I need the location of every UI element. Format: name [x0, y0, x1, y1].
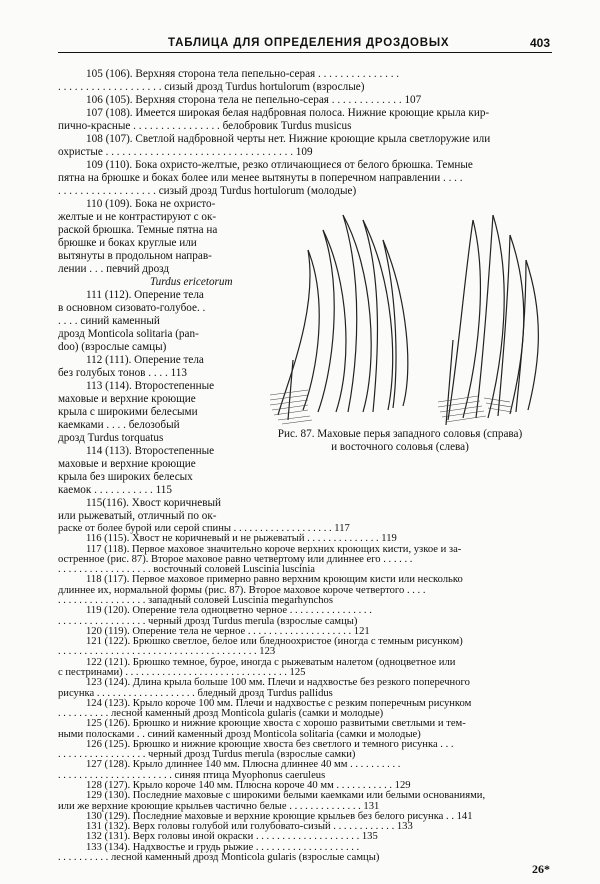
key-line: или же верхние кроющие крыльев частично белые . . . . . . . . . . . . . . 131: [58, 801, 380, 812]
page-number: 403: [529, 36, 550, 50]
key-line: 109 (110). Бока охристо-желтые, резко отличающиеся от белого брюшка. Темные: [86, 159, 473, 171]
key-line: пятна на брюшке и боках более или менее вытянуты в поперечном направлении . . . .: [58, 172, 463, 184]
key-line: 124 (123). Крыло короче 100 мм. Плечи и надхвостье с резким поперечным рисунком: [86, 698, 472, 709]
key-line: 110 (109). Бока не охристо-: [86, 198, 216, 210]
key-line: раской брюшка. Темные пятна на: [58, 224, 218, 236]
key-line: раске от более бурой или серой спины . . . . . . . . . . . . . . . . . . . 117: [58, 523, 350, 534]
key-line: 111 (112). Оперение тела: [86, 289, 204, 301]
key-line: 112 (111). Оперение тела: [86, 354, 204, 366]
key-line: желтые и не контрастируют с ок-: [58, 211, 217, 223]
key-line: . . . . . . . . . . . . . . . . . . сизый дрозд Turdus hortulorum (молодые): [58, 185, 357, 197]
key-line: doo) (взрослые самцы): [58, 341, 167, 353]
key-line: 128 (127). Крыло короче 140 мм. Плюсна короче 40 мм . . . . . . . . . . . 129: [86, 780, 411, 791]
key-line: охристые . . . . . . . . . . . . . . . . . . . . . . . . . . . . . . . . . . 109: [58, 146, 313, 158]
key-line: 132 (131). Верх головы иной окраски . . . . . . . . . . . . . . . . . . . . 135: [86, 831, 378, 842]
key-line: 126 (125). Брюшко и нижние кроющие хвоста без светлого и темного рисунка . . .: [86, 739, 454, 750]
key-line: пично-красные . . . . . . . . . . . . . . . . белобровик Turdus musicus: [58, 120, 352, 132]
key-line: брюшке и боках круглые или: [58, 237, 197, 249]
key-line: . . . . . . . . . . . . . . . . . . . сизый дрозд Turdus hortulorum (взрослые): [58, 81, 365, 93]
page-header: [58, 32, 552, 53]
key-line: 121 (122). Брюшко светлое, белое или бледноохристое (иногда с темным рисунком): [86, 636, 463, 647]
key-line: вытянуты в продольном направ-: [58, 250, 212, 262]
key-line: 130 (129). Последние маховые и верхние кроющие крыльев без белого рисунка . . 141: [86, 811, 473, 822]
key-line: без голубых тонов . . . . 113: [58, 367, 187, 379]
key-line: 108 (107). Светлой надбровной черты нет. Нижние кроющие крыла светлоружие или: [86, 133, 491, 145]
signature-mark: 26*: [532, 862, 550, 876]
key-line: . . . . . . . . . . . . . . . . . . . . . . синяя птица Myophonus caeruleus: [58, 770, 326, 781]
key-line: лении . . . певчий дрозд: [58, 263, 170, 275]
key-line: 118 (117). Первое маховое примерно равно верхним кроющим кисти или несколько: [86, 574, 463, 585]
key-line: маховые и верхние кроющие: [58, 458, 196, 470]
key-line: . . . . синий каменный: [58, 315, 160, 327]
key-line: . . . . . . . . . . лесной каменный дрозд Monticola gularis (взрослые самцы): [58, 852, 380, 863]
key-line: каемками . . . . белозобый: [58, 419, 180, 431]
key-line: рисунка . . . . . . . . . . . . . . . . . . . бледный дрозд Turdus pallidus: [58, 688, 333, 699]
key-line: каемок . . . . . . . . . . . 115: [58, 484, 172, 496]
key-line: маховые и верхние кроющие: [58, 393, 196, 405]
key-line: ными полосками . . синий каменный дрозд Monticola solitaria (самки и молодые): [58, 729, 421, 740]
running-title: ТАБЛИЦА ДЛЯ ОПРЕДЕЛЕНИЯ ДРОЗДОВЫХ: [168, 37, 450, 49]
key-line: 115(116). Хвост коричневый: [86, 497, 221, 509]
key-line: крыла без широких белесых: [58, 471, 193, 483]
key-line: 113 (114). Второстепенные: [86, 380, 215, 392]
figure-caption: [244, 428, 556, 454]
key-line: . . . . . . . . . . . . . . . . . черный дрозд Turdus merula (взрослые самки): [58, 749, 356, 760]
key-line: 127 (128). Крыло длиннее 140 мм. Плюсна длиннее 40 мм . . . . . . . . . .: [86, 759, 401, 770]
key-line: с пестринами) . . . . . . . . . . . . . . . . . . . . . . . . . . . . . . . 125: [58, 667, 306, 678]
key-line: . . . . . . . . . . . . . . . . . западный соловей Luscinia megarhynchos: [58, 595, 333, 606]
key-line: или рыжеватый, отличный по ок-: [58, 510, 217, 522]
key-line: 129 (130). Последние маховые с широкими белыми каемками или белыми основаниями,: [86, 790, 486, 801]
key-line: 120 (119). Оперение тела не черное . . . . . . . . . . . . . . . . . . . . 121: [86, 626, 370, 637]
feathers-figure: [248, 190, 552, 434]
key-line: 114 (113). Второстепенные: [86, 445, 215, 457]
key-line: 119 (120). Оперение тела одноцветно черное . . . . . . . . . . . . . . . .: [86, 605, 372, 616]
key-line: 125 (126). Брюшко и нижние кроющие хвоста с хорошо развитыми светлыми и тем-: [86, 718, 466, 729]
key-line: . . . . . . . . . . . . . . . . . черный дрозд Turdus merula (взрослые самцы): [58, 616, 358, 627]
key-line: 105 (106). Верхняя сторона тела пепельно-серая . . . . . . . . . . . . . . .: [86, 68, 400, 80]
caption-line: и восточного соловья (слева): [331, 441, 469, 453]
key-line: остренное (рис. 87). Второе маховое равно четвертому или длиннее его . . . . . .: [58, 554, 413, 565]
key-line: 122 (121). Брюшко темное, бурое, иногда с рыжеватым налетом (одноцветное или: [86, 657, 456, 668]
key-line: дрозд Monticola solitaria (pan-: [58, 328, 199, 340]
key-line: 131 (132). Верх головы голубой или голубовато-сизый . . . . . . . . . . . . 133: [86, 821, 413, 832]
key-line: 106 (105). Верхняя сторона тела не пепельно-серая . . . . . . . . . . . . . 107: [86, 94, 422, 106]
key-line: . . . . . . . . . . . . . . . . . . восточный соловей Luscinia luscinia: [58, 564, 315, 575]
key-line: 117 (118). Первое маховое значительно короче верхних кроющих кисти, узкое и за-: [86, 544, 462, 555]
caption-line: Рис. 87. Маховые перья западного соловья (справа): [277, 428, 523, 440]
key-line: дрозд Turdus torquatus: [58, 432, 164, 444]
key-line: 116 (115). Хвост не коричневый и не рыжеватый . . . . . . . . . . . . . . 119: [86, 533, 397, 544]
key-line: Turdus ericetorum: [150, 276, 233, 288]
key-line: . . . . . . . . . . . . . . . . . . . . . . . . . . . . . . . . . . . . . . 123: [58, 646, 276, 657]
feather-illustration: [248, 190, 552, 434]
key-line: в основном сизовато-голубое. .: [58, 302, 206, 314]
key-line: 123 (124). Длина крыла больше 100 мм. Плечи и надхвостье без резкого поперечного: [86, 677, 470, 688]
key-line: длиннее их, нормальной формы (рис. 87). Второе маховое короче четвертого . . . .: [58, 585, 426, 596]
key-line: 133 (134). Надхвостье и грудь рыжие . . . . . . . . . . . . . . . . . . . .: [86, 842, 360, 853]
key-line: . . . . . . . . . . лесной каменный дрозд Monticola gularis (самки и молодые): [58, 708, 384, 719]
key-line: крыла с широкими белесыми: [58, 406, 198, 418]
key-line: 107 (108). Имеется широкая белая надбровная полоса. Нижние кроющие крыла кир-: [86, 107, 490, 119]
